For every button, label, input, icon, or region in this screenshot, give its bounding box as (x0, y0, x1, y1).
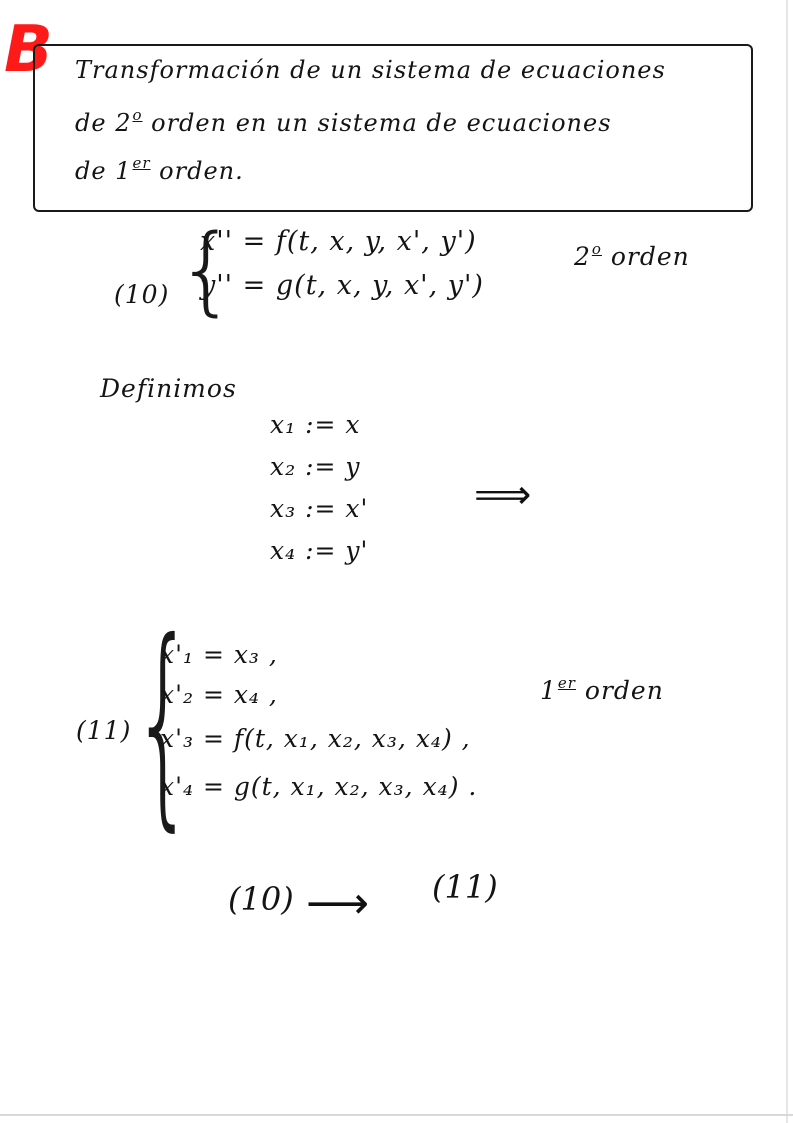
left-brace: { (176, 214, 238, 326)
order-note-text: orden (601, 242, 690, 271)
title-text: orden. (150, 157, 244, 185)
title-line-3 (75, 154, 244, 185)
mapping-to: (11) (432, 868, 498, 906)
title-line-1 (75, 56, 666, 84)
title-line-2 (75, 106, 612, 137)
title-text: de 1 (75, 157, 132, 185)
order-note (574, 240, 690, 271)
equation-number-11: (11) (76, 716, 132, 745)
definitions-heading: Definimos (100, 374, 237, 403)
definition-line: x₄ := y' (270, 536, 369, 565)
definition-line: x₂ := y (270, 452, 361, 481)
order-note-text: orden (575, 676, 664, 705)
title-text: de 2 (75, 109, 132, 137)
left-brace: { (132, 594, 195, 850)
equation-line: x'₁ = x₃ , (160, 640, 278, 669)
mapping-arrow: ⟶ (306, 878, 370, 929)
title-text: orden en un sistema de ecuaciones (142, 109, 612, 137)
equation-x-second: x'' = f(t, x, y, x', y') (200, 226, 477, 257)
order-note-text: 1 (540, 676, 557, 705)
ordinal-mark: o (591, 240, 602, 258)
equation-number-10: (10) (114, 280, 170, 309)
order-note-text: 2 (574, 242, 591, 271)
title-text: Transformación de un sistema de ecuaciones (75, 56, 666, 84)
implies-arrow: ⟹ (474, 472, 532, 518)
order-note (540, 674, 664, 705)
definition-line: x₁ := x (270, 410, 361, 439)
ordinal-mark: er (132, 154, 151, 172)
page-edge (0, 1114, 793, 1116)
mapping-from: (10) (228, 880, 294, 918)
section-label: B (4, 13, 53, 87)
ordinal-mark: er (557, 674, 576, 692)
equation-line: x'₃ = f(t, x₁, x₂, x₃, x₄) , (160, 724, 471, 753)
ordinal-mark: o (132, 106, 143, 124)
equation-line: x'₂ = x₄ , (160, 680, 278, 709)
definition-line: x₃ := x' (270, 494, 369, 523)
equation-line: x'₄ = g(t, x₁, x₂, x₃, x₄) . (160, 772, 478, 801)
page-edge (786, 0, 788, 1123)
title-box (33, 44, 753, 212)
equation-y-second: y'' = g(t, x, y, x', y') (200, 270, 484, 301)
